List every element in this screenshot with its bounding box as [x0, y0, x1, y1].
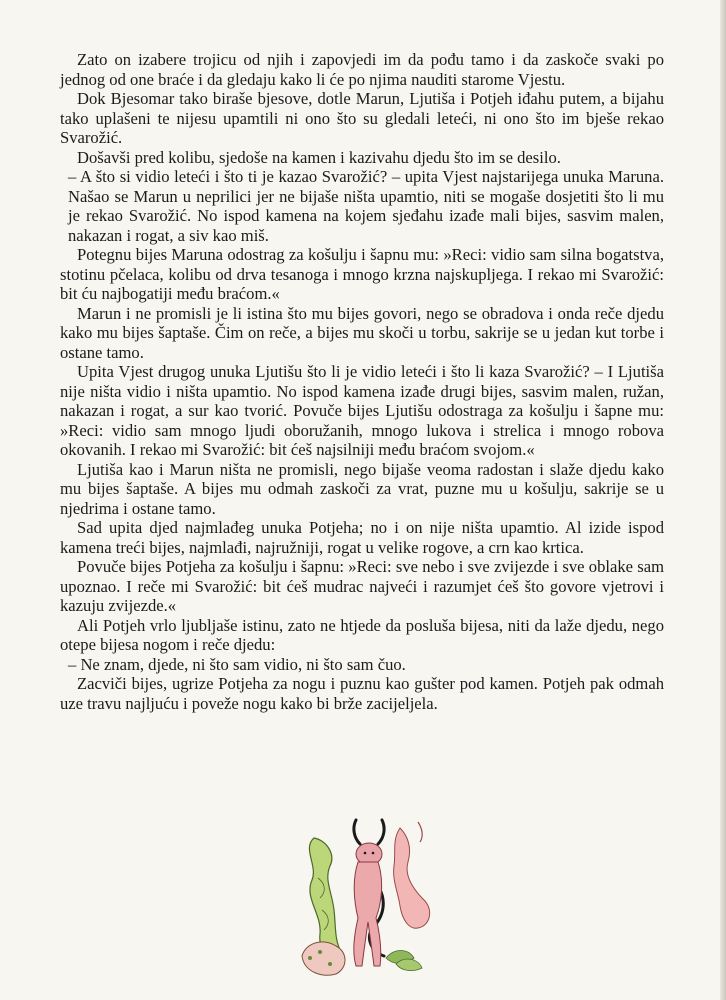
paragraph-13: Zacviči bijes, ugrize Potjeha za nogu i puznu kao gušter pod kamen. Potjeh pak odmah uze travu najljuću i poveže nogu kako bi brže zacijeljela.: [60, 674, 664, 713]
paragraph-4: – A što si vidio leteći i što ti je kazao Svarožić? – upita Vjest najstarijega unuka Maruna. Našao se Marun u neprilici jer ne bijaše ništa upamtio, niti se mogaše dosjetiti što li mu je rekao Svarožić. No ispod kamena na kojem sjeđahu izađe mali bijes, sasvim malen, nakazan i rogat, a siv kao miš.: [68, 167, 664, 245]
paragraph-1: Zato on izabere trojicu od njih i zapovjedi im da pođu tamo i da zaskoče svaki po jednog od one braće i da gledaju kako li će po njima nauditi starome Vjestu.: [60, 50, 664, 89]
paragraph-2: Dok Bjesomar tako biraše bjesove, dotle Marun, Ljutiša i Potjeh iđahu putem, a bijahu tako uplašeni te nijesu upamtili ni ono što su gledali leteći, ni ono što im bješe rekao Svarožić.: [60, 89, 664, 147]
paragraph-8: Ljutiša kao i Marun ništa ne promisli, nego bijaše veoma radostan i slaže djedu kako mu bijes šaptaše. A bijes mu odmah zaskoči za vrat, puzne mu u košulju, sakrije se u njedrima i ostane tamo.: [60, 459, 664, 518]
green-demon: [309, 838, 342, 955]
paragraph-7: Upita Vjest drugog unuka Ljutišu što li je vidio leteći i što li kaza Svarožić? – I Ljutiša nije ništa vidio i ništa upamtio. No ispod kamena izađe drugi bijes, sasvim malen, ružan, nakazan i rogat, a sur kao tvorić. Povuče bijes Ljutišu odostraga za košulju i šapne mu: »Reci: vidio sam mnogo ljudi oboružanih, mnogo lukova i strelica i mnogo robova okovanih. I rekao mi Svarožić: bit ćeš najsilniji među braćom svojom.«: [60, 362, 664, 459]
paragraph-6: Marun i ne promisli je li istina što mu bijes govori, nego se obradova i onda reče djedu kako mu bijes šaptaše. Čim on reče, a bijes mu skoči u torbu, sakrije se u jedan kut torbe i ostane tamo.: [60, 303, 664, 362]
page-edge: [720, 0, 726, 1000]
paragraph-11: Ali Potjeh vrlo ljubljaše istinu, zato ne htjede da posluša bijesa, niti da laže djedu, nego otepe bijesa nogom i reče djedu:: [60, 615, 664, 654]
right-pink-demon: [394, 828, 430, 928]
devils-illustration: [296, 818, 446, 978]
pink-demon-body: [354, 862, 382, 966]
paragraph-10: Povuče bijes Potjeha za košulju i šapnu: »Reci: sve nebo i sve zvijezde i sve oblake sam upoznao. I reče mi Svarožić: bit ćeš mudrac najveći i razumjet ćeš što govore vjetrovi i kazuju zvijezde.«: [60, 557, 664, 615]
paragraph-3: Došavši pred kolibu, sjedoše na kamen i kazivahu djedu što im se desilo.: [77, 147, 561, 167]
paragraph-9: Sad upita djed najmlađeg unuka Potjeha; no i on nije ništa upamtio. Al izide ispod kamena treći bijes, najmlađi, najružniji, rogat u velike rogove, a crn kao krtica.: [60, 518, 664, 557]
paragraph-5: Potegnu bijes Maruna odostrag za košulju i šapnu mu: »Reci: vidio sam silna bogatstva, stotinu pčelaca, kolibu od drva tesanoga i mnogo krzna najskupljega. I rekao mi Svarožić: bit ću najbogatiji među braćom.«: [60, 245, 664, 303]
black-horns: [354, 820, 384, 844]
paragraph-12: – Ne znam, djede, ni što sam vidio, ni što sam čuo.: [68, 654, 406, 674]
story-text: [60, 50, 664, 713]
